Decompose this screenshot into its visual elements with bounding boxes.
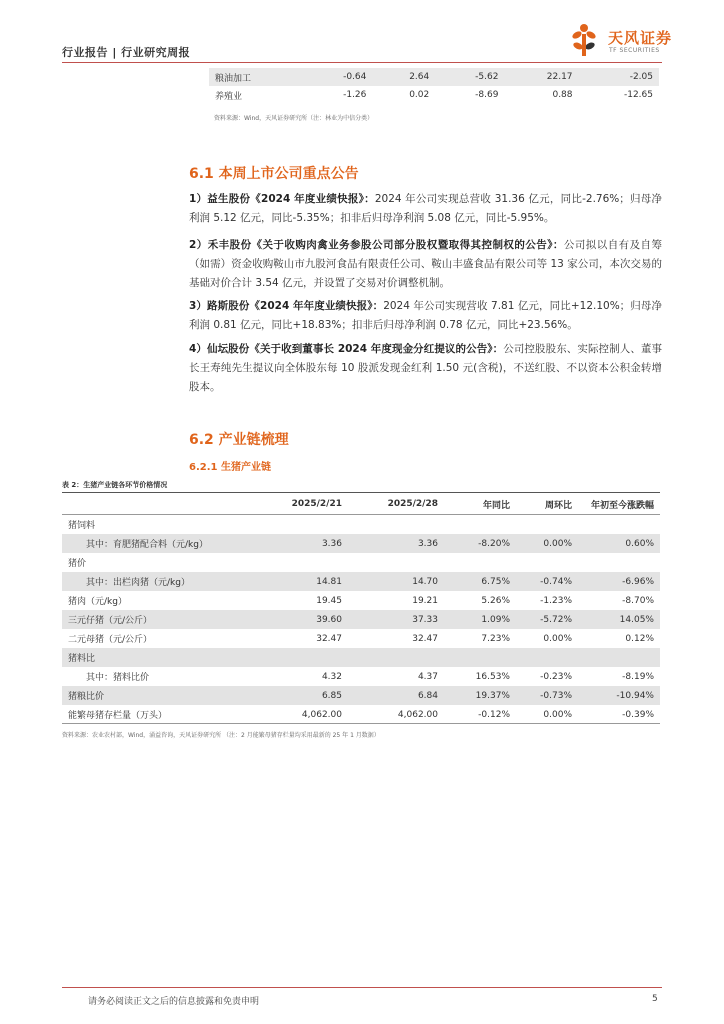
column-header: 周环比 (544, 500, 572, 511)
table2-title: 表 2：生猪产业链各环节价格情况 (62, 481, 168, 489)
row-label: 猪粮比价 (62, 686, 252, 705)
industry-returns-table (209, 68, 659, 104)
table-cell: -0.23% (540, 671, 572, 682)
announcement-3-head: 3）路斯股份《2024 年年度业绩快报》： (189, 300, 384, 312)
table-row (62, 667, 660, 686)
section-6-2-1-title: 6.2.1 生猪产业链 (189, 462, 271, 473)
table-cell: 39.60 (252, 610, 348, 629)
table2-bottom-rule (62, 723, 660, 724)
announcement-1-head: 1）益生股份《2024 年度业绩快报》： (189, 193, 375, 205)
announcement-2 (189, 236, 662, 293)
table-row (62, 610, 660, 629)
table-cell: 0.12% (625, 633, 654, 644)
table-cell: 4,062.00 (301, 709, 342, 720)
announcement-2-head: 2）禾丰股份《关于收购肉禽业务参股公司部分股权暨取得其控制权的公告》： (189, 239, 564, 251)
table-cell: 0.02 (409, 90, 430, 100)
row-label: 猪肉（元/kg） (68, 597, 127, 607)
table-cell: 16.53% (475, 671, 510, 682)
logo-subtitle: TF SECURITIES (609, 47, 660, 54)
table-cell: -0.12% (478, 709, 510, 720)
table-cell: 14.70 (348, 572, 444, 591)
table-cell: 4.32 (321, 671, 342, 682)
table-cell: 0.88 (552, 90, 573, 100)
table-cell: 22.17 (504, 68, 578, 86)
announcement-1-body: 2024 年公司实现总营收 31.36 亿元，同比-2.76%；归母净利润 5.12 亿元，同比-5.35%；扣非后归母净利润 5.08 亿元，同比-5.95%。 (189, 193, 662, 224)
table-cell: 7.23% (481, 633, 510, 644)
row-label: 三元仔猪（元/公斤） (62, 610, 252, 629)
table-cell: 3.36 (252, 534, 348, 553)
column-header: 年同比 (482, 500, 510, 511)
table-cell: -12.65 (623, 90, 653, 100)
footer-divider (62, 987, 662, 988)
page-number: 5 (652, 994, 658, 1004)
table-row (62, 686, 660, 705)
table-row (62, 591, 660, 610)
table-cell: 4,062.00 (397, 709, 438, 720)
announcement-1 (189, 190, 662, 228)
table-cell: 2.64 (372, 68, 435, 86)
table-cell: 4.37 (417, 671, 438, 682)
column-header: 2025/2/21 (291, 499, 342, 509)
table-cell: 3.36 (348, 534, 444, 553)
table-cell: 37.33 (348, 610, 444, 629)
table-row (62, 553, 660, 572)
table-row (62, 515, 660, 535)
row-label: 猪价 (68, 559, 87, 569)
table-cell (348, 553, 444, 572)
table-cell: 32.47 (316, 633, 342, 644)
table-cell (252, 648, 348, 667)
announcement-3-body: 2024 年公司实现营收 7.81 亿元，同比+12.10%；归母净利润 0.81 亿元，同比+18.83%；扣非后归母净利润 0.78 亿元，同比+23.56%。 (189, 300, 662, 331)
row-label: 猪饲料 (68, 521, 96, 531)
table-row (62, 705, 660, 724)
table-cell (444, 553, 516, 572)
table-cell (252, 553, 348, 572)
table-cell: -10.94% (578, 686, 660, 705)
row-label: 二元母猪（元/公斤） (68, 635, 153, 645)
table-cell (252, 515, 348, 535)
announcement-4 (189, 340, 662, 397)
section-6-1-title: 6.1 本周上市公司重点公告 (189, 166, 359, 182)
table-cell: -2.05 (579, 68, 659, 86)
section-6-2-title: 6.2 产业链梳理 (189, 432, 289, 448)
row-label: 其中：猪料比价 (86, 673, 150, 683)
table-cell (348, 515, 444, 535)
table-cell (348, 648, 444, 667)
table-cell: -6.96% (578, 572, 660, 591)
table-cell: -1.23% (540, 595, 572, 606)
row-label: 能繁母猪存栏量（万头） (68, 711, 168, 721)
announcement-3 (189, 297, 662, 335)
column-header: 2025/2/28 (387, 499, 438, 509)
announcement-4-body: 公司控股股东、实际控制人、董事长王寿纯先生提议向全体股东每 10 股派发现金红利 1.50 元(含税)，不送红股、不以资本公积金转增股本。 (189, 343, 663, 393)
table-cell: -1.26 (343, 90, 367, 100)
table-cell: 6.85 (252, 686, 348, 705)
table-cell: 5.26% (481, 595, 510, 606)
table2-top-rule (62, 492, 660, 493)
table-cell: -0.73% (516, 686, 578, 705)
table-cell: -0.64 (303, 68, 372, 86)
header-divider (62, 62, 662, 63)
table-cell: -5.62 (435, 68, 504, 86)
column-header (62, 494, 252, 515)
table-cell (516, 648, 578, 667)
table-row (62, 629, 660, 648)
table-cell: 32.47 (412, 633, 438, 644)
row-label: 其中：出栏肉猪（元/kg） (62, 572, 252, 591)
table-cell: 0.60% (578, 534, 660, 553)
table-cell (578, 553, 660, 572)
hog-chain-price-table (62, 494, 660, 724)
announcement-4-head: 4）仙坛股份《关于收到董事长 2024 年度现金分红提议的公告》： (189, 343, 504, 355)
table-cell: -8.70% (622, 595, 654, 606)
table-row (62, 534, 660, 553)
table-cell: -8.19% (622, 671, 654, 682)
table-row (62, 572, 660, 591)
table-cell: 1.09% (444, 610, 516, 629)
announcement-2-body: 公司拟以自有及自筹（如需）资金收购鞍山市九股河食品有限责任公司、鞍山丰盛食品有限公司等 13 家公司，本次交易的基础对价合计 3.54 亿元，并设置了交易对价调整机制。 (189, 239, 663, 289)
table-cell: 14.81 (252, 572, 348, 591)
disclaimer-notice: 请务必阅读正文之后的信息披露和免责申明 (88, 997, 260, 1007)
table-cell (516, 515, 578, 535)
table-cell: 19.21 (412, 595, 438, 606)
table-cell: 0.00% (543, 709, 572, 720)
table-cell: -8.69 (475, 90, 499, 100)
row-label: 其中：育肥猪配合料（元/kg） (62, 534, 252, 553)
report-category: 行业报告 | 行业研究周报 (62, 46, 191, 59)
table-row (62, 648, 660, 667)
table-cell: 14.05% (578, 610, 660, 629)
table-cell: 0.00% (516, 534, 578, 553)
table-cell: -8.20% (444, 534, 516, 553)
table1-source: 资料来源：Wind，天风证券研究所（注：林业为中信分类） (214, 115, 374, 122)
row-label: 粮油加工 (209, 68, 303, 86)
table-row (209, 68, 659, 86)
table-row (209, 86, 659, 104)
table-cell (444, 515, 516, 535)
table-cell (578, 648, 660, 667)
table-cell: 19.45 (316, 595, 342, 606)
table-cell: 6.84 (348, 686, 444, 705)
table-cell (516, 553, 578, 572)
row-label: 猪料比 (62, 648, 252, 667)
table-cell: -5.72% (516, 610, 578, 629)
row-label: 养殖业 (215, 91, 243, 102)
table-cell: 6.75% (444, 572, 516, 591)
table-cell: -0.74% (516, 572, 578, 591)
table-cell: 19.37% (444, 686, 516, 705)
logo-name: 天风证券 (608, 29, 673, 47)
table-cell (578, 515, 660, 535)
table-cell: -0.39% (622, 709, 654, 720)
table-cell: 0.00% (543, 633, 572, 644)
table-cell (444, 648, 516, 667)
table2-source: 资料来源：农业农村部，Wind，涌益咨询，天风证券研究所 （注：2 月能繁母猪存栏量均采用最新的 25 年 1 月数据） (62, 732, 380, 739)
column-header: 年初至今涨跌幅 (590, 500, 654, 511)
